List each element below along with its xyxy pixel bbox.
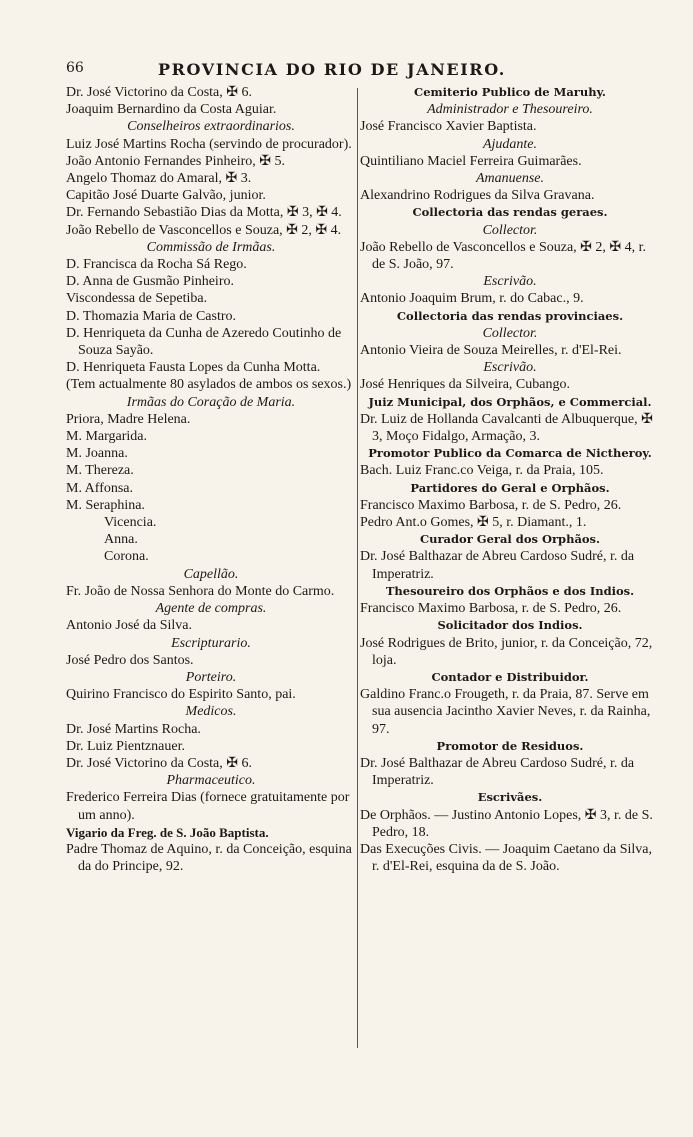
entry-line: Antonio Vieira de Souza Meirelles, r. d'El-Rei. bbox=[360, 343, 622, 359]
entry-line: Alexandrino Rodrigues da Silva Gravana. bbox=[360, 188, 595, 204]
entry-line: Priora, Madre Helena. bbox=[66, 411, 191, 427]
section-heading: Solicitador dos Indios. bbox=[437, 618, 583, 633]
entry-line: Vicencia. bbox=[104, 515, 157, 531]
section-subheading: Conselheiros extraordinarios. bbox=[127, 119, 295, 135]
section-heading: Juiz Municipal, dos Orphãos, e Commercial. bbox=[368, 394, 652, 409]
section-heading: Vigario da Freg. de S. João Baptista. bbox=[66, 824, 269, 840]
entry-line: Pedro Ant.o Gomes, ✠ 5, r. Diamant., 1. bbox=[360, 515, 587, 531]
section-subheading: Agente de compras. bbox=[155, 601, 267, 617]
section-subheading: Collector. bbox=[482, 325, 538, 341]
entry-line: M. Joanna. bbox=[66, 446, 128, 462]
page-header bbox=[66, 60, 659, 82]
entry-line: Dr. Luiz de Hollanda Cavalcanti de Albuquerque, ✠ 3, Moço Fidalgo, Armação, 3. bbox=[360, 411, 653, 445]
entry-line: Antonio Joaquim Brum, r. do Cabac., 9. bbox=[360, 291, 584, 307]
entry-line: Francisco Maximo Barbosa, r. de S. Pedro, 26. bbox=[360, 497, 622, 513]
section-heading: Curador Geral dos Orphãos. bbox=[419, 532, 601, 547]
entry-line: Dr. José Victorino da Costa, ✠ 6. bbox=[66, 755, 253, 771]
entry-line: Dr. Fernando Sebastião Dias da Motta, ✠ 3, ✠ 4. bbox=[66, 205, 342, 221]
entry-line: M. Affonsa. bbox=[66, 480, 134, 496]
entry-line: Corona. bbox=[104, 549, 149, 565]
entry-line: M. Seraphina. bbox=[66, 497, 145, 513]
entry-line: Angelo Thomaz do Amaral, ✠ 3. bbox=[66, 171, 252, 187]
section-subheading: Capellão. bbox=[183, 566, 239, 582]
entry-line: D. Henriqueta Fausta Lopes da Cunha Motta. bbox=[66, 360, 321, 376]
entry-line: Galdino Franc.o Frougeth, r. da Praia, 87. Serve em sua ausencia Jacintho Xavier Neves, r. da Rainha, 97. bbox=[360, 687, 651, 737]
section-heading: Thesoureiro dos Orphãos e dos Indios. bbox=[385, 583, 635, 598]
entry-line: José Rodrigues de Brito, junior, r. da Conceição, 72, loja. bbox=[360, 635, 653, 668]
entry-line: Dr. Luiz Pientznauer. bbox=[66, 738, 185, 754]
section-heading: Escrivães. bbox=[477, 790, 543, 805]
section-subheading: Collector. bbox=[482, 222, 538, 238]
entry-line: D. Anna de Gusmão Pinheiro. bbox=[66, 274, 234, 290]
entry-line: Luiz José Martins Rocha (servindo de procurador). bbox=[66, 136, 352, 152]
section-heading: Cemiterio Publico de Maruhy. bbox=[414, 85, 606, 99]
entry-line: José Henriques da Silveira, Cubango. bbox=[360, 377, 570, 393]
left-column bbox=[66, 84, 356, 875]
entry-line: M. Thereza. bbox=[66, 463, 134, 479]
entry-line: Viscondessa de Sepetiba. bbox=[66, 291, 208, 307]
section-subheading: Ajudante. bbox=[482, 136, 538, 152]
entry-line: José Francisco Xavier Baptista. bbox=[360, 119, 537, 135]
entry-line: M. Margarida. bbox=[66, 429, 147, 445]
entry-line: Padre Thomaz de Aquino, r. da Conceição, esquina da do Principe, 92. bbox=[66, 841, 352, 875]
entry-line: De Orphãos. — Justino Antonio Lopes, ✠ 3, r. de S. Pedro, 18. bbox=[360, 807, 653, 840]
entry-line: Anna. bbox=[104, 532, 138, 548]
section-subheading: Irmãas do Coração de Maria. bbox=[126, 394, 296, 410]
entry-line: Frederico Ferreira Dias (fornece gratuitamente por um anno). bbox=[66, 790, 350, 823]
entry-line: D. Thomazia Maria de Castro. bbox=[66, 308, 237, 324]
entry-line: Capitão José Duarte Galvão, junior. bbox=[66, 188, 266, 204]
entry-line: João Antonio Fernandes Pinheiro, ✠ 5. bbox=[66, 153, 285, 169]
section-subheading: Escripturario. bbox=[171, 635, 251, 651]
entry-line: Quirino Francisco do Espirito Santo, pai. bbox=[66, 687, 296, 703]
entry-line: Fr. João de Nossa Senhora do Monte do Carmo. bbox=[66, 583, 335, 599]
column-divider bbox=[357, 88, 358, 1048]
entry-line: Francisco Maximo Barbosa, r. de S. Pedro, 26. bbox=[360, 601, 622, 617]
entry-line: Antonio José da Silva. bbox=[66, 618, 192, 634]
page-number: 66 bbox=[66, 60, 84, 76]
section-heading: Partidores do Geral e Orphãos. bbox=[410, 480, 610, 495]
entry-line: Quintiliano Maciel Ferreira Guimarães. bbox=[360, 153, 582, 169]
entry-line: José Pedro dos Santos. bbox=[66, 652, 194, 668]
entry-line: D. Francisca da Rocha Sá Rego. bbox=[66, 257, 247, 273]
right-column bbox=[360, 84, 660, 875]
section-subheading: Administrador e Thesoureiro. bbox=[427, 102, 593, 118]
entry-line: João Rebello de Vasconcellos e Souza, ✠ 2, ✠ 4, r. de S. João, 97. bbox=[360, 239, 647, 273]
section-subheading: Escrivão. bbox=[483, 274, 537, 290]
section-subheading: Porteiro. bbox=[185, 669, 237, 685]
section-heading: Collectoria das rendas geraes. bbox=[412, 205, 608, 220]
entry-line: Joaquim Bernardino da Costa Aguiar. bbox=[66, 102, 277, 118]
section-heading: Collectoria das rendas provinciaes. bbox=[396, 308, 624, 323]
section-subheading: Commissão de Irmãas. bbox=[146, 239, 276, 255]
entry-line: (Tem actualmente 80 asylados de ambos os sexos.) bbox=[66, 377, 352, 393]
section-heading: Contador e Distribuidor. bbox=[431, 669, 589, 684]
entry-line: Dr. José Victorino da Costa, ✠ 6. bbox=[66, 85, 253, 100]
entry-line: Dr. José Martins Rocha. bbox=[66, 721, 201, 737]
entry-line: Dr. José Balthazar de Abreu Cardoso Sudré, r. da Imperatriz. bbox=[360, 755, 635, 789]
entry-line: Das Execuções Civis. — Joaquim Caetano da Silva, r. d'El-Rei, esquina da de S. João. bbox=[360, 841, 652, 875]
entry-line: D. Henriqueta da Cunha de Azeredo Coutinho de Souza Sayão. bbox=[66, 325, 342, 359]
entry-line: Bach. Luiz Franc.co Veiga, r. da Praia, 105. bbox=[360, 463, 604, 479]
page-title: PROVINCIA DO RIO DE JANEIRO. bbox=[158, 60, 506, 79]
section-subheading: Pharmaceutico. bbox=[166, 773, 256, 789]
section-heading: Promotor Publico da Comarca de Nictheroy. bbox=[368, 446, 652, 461]
section-subheading: Escrivão. bbox=[483, 360, 537, 376]
section-subheading: Amanuense. bbox=[475, 171, 545, 187]
entry-line: João Rebello de Vasconcellos e Souza, ✠ 2, ✠ 4. bbox=[66, 222, 342, 238]
section-subheading: Medicos. bbox=[185, 704, 237, 720]
entry-line: Dr. José Balthazar de Abreu Cardoso Sudré, r. da Imperatriz. bbox=[360, 549, 635, 582]
section-heading: Promotor de Residuos. bbox=[436, 738, 584, 753]
